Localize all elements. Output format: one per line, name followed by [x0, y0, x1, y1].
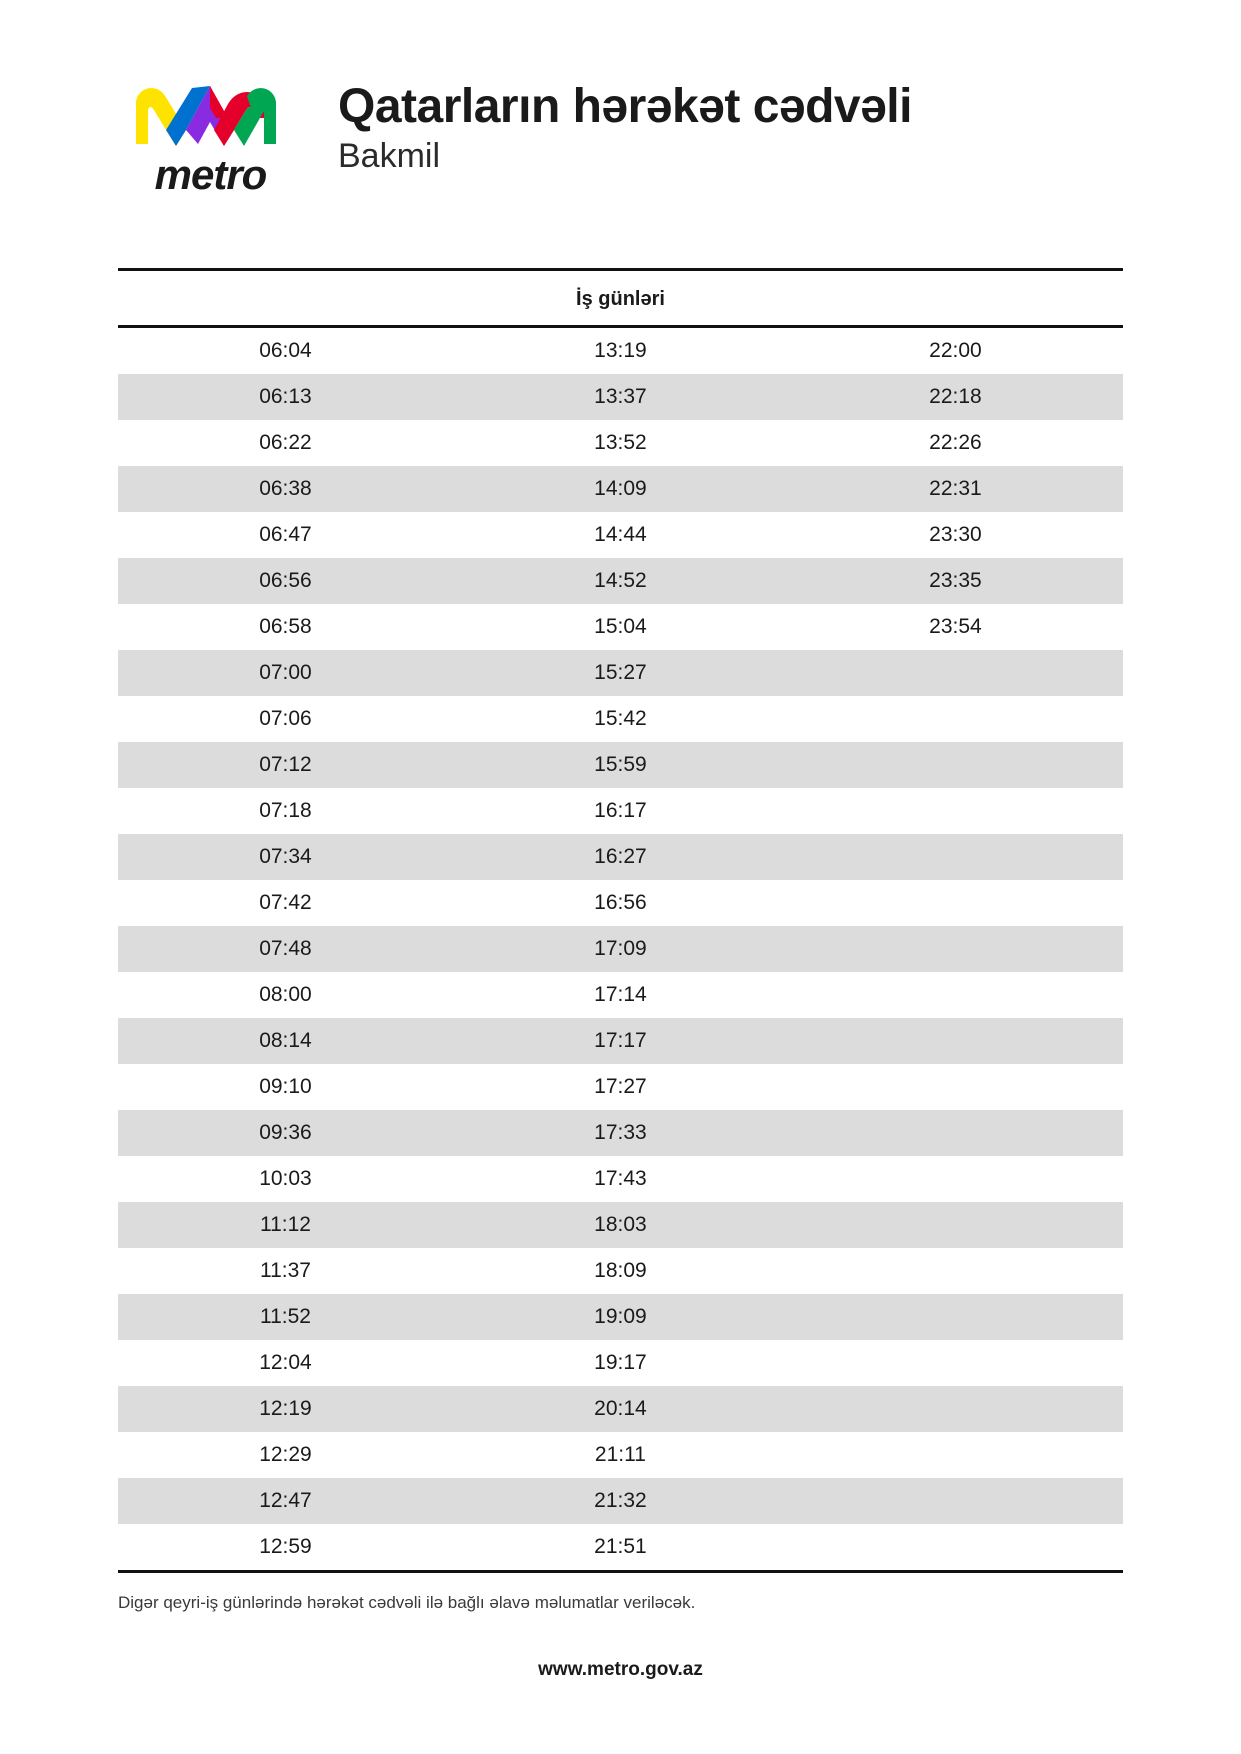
- departure-time-cell: 12:59: [259, 1535, 312, 1558]
- table-row: [118, 696, 1123, 742]
- departure-time-cell: 06:04: [259, 339, 312, 362]
- departure-time-cell: 06:22: [259, 431, 312, 454]
- table-row: [118, 420, 1123, 466]
- table-row: [118, 1156, 1123, 1202]
- departure-time-cell: [788, 834, 1123, 880]
- table-row: [118, 466, 1123, 512]
- metro-logo: [118, 78, 303, 196]
- departure-time-cell: 17:14: [594, 983, 647, 1006]
- departure-time-cell: [788, 1202, 1123, 1248]
- table-row: [118, 1294, 1123, 1340]
- departure-time-cell: 18:03: [453, 1202, 788, 1248]
- metro-wordmark: metro: [154, 151, 267, 198]
- page-title: Qatarların hərəkət cədvəli: [338, 80, 912, 133]
- table-row: [118, 834, 1123, 880]
- departure-time-cell: 17:27: [594, 1075, 647, 1098]
- table-row: [118, 1064, 1123, 1110]
- departure-time-cell: [788, 696, 1123, 742]
- departure-time-cell: 06:47: [259, 523, 312, 546]
- departure-time-cell: 20:14: [453, 1386, 788, 1432]
- departure-time-cell: 16:17: [594, 799, 647, 822]
- departure-time-cell: 10:03: [259, 1167, 312, 1190]
- departure-time-cell: 12:29: [259, 1443, 312, 1466]
- table-row: [118, 1478, 1123, 1524]
- departure-time-cell: 06:38: [118, 466, 453, 512]
- departure-time-cell: 13:52: [594, 431, 647, 454]
- table-row: [118, 926, 1123, 972]
- departure-time-cell: [788, 972, 1123, 1018]
- departure-time-cell: 14:52: [453, 558, 788, 604]
- departure-time-cell: 19:09: [453, 1294, 788, 1340]
- departure-time-cell: 15:04: [594, 615, 647, 638]
- website-link[interactable]: www.metro.gov.az: [538, 1659, 703, 1680]
- departure-time-cell: 16:27: [453, 834, 788, 880]
- departure-time-cell: [788, 788, 1123, 834]
- table-row: [118, 742, 1123, 788]
- table-row: [118, 1018, 1123, 1064]
- departure-time-cell: 23:30: [929, 523, 982, 546]
- departure-time-cell: 06:56: [118, 558, 453, 604]
- table-bottom-rule: [118, 1570, 1123, 1573]
- metro-m-logo-icon: [128, 78, 293, 150]
- schedule-section-header: İş günləri: [118, 271, 1123, 328]
- departure-time-cell: 21:51: [594, 1535, 647, 1558]
- departure-time-cell: 11:37: [259, 1259, 311, 1282]
- departure-time-cell: [788, 1110, 1123, 1156]
- departure-time-cell: 18:09: [594, 1259, 647, 1282]
- departure-time-cell: 22:31: [788, 466, 1123, 512]
- departure-time-cell: 21:32: [453, 1478, 788, 1524]
- departure-time-cell: [788, 1524, 1123, 1570]
- departure-time-cell: 07:06: [259, 707, 312, 730]
- table-row: [118, 1110, 1123, 1156]
- departure-time-cell: 06:13: [118, 374, 453, 420]
- departure-time-cell: 06:58: [259, 615, 312, 638]
- departure-time-cell: 17:33: [453, 1110, 788, 1156]
- departure-time-cell: 19:17: [594, 1351, 647, 1374]
- departure-time-cell: [788, 1386, 1123, 1432]
- departure-time-cell: 13:37: [453, 374, 788, 420]
- departure-time-cell: [788, 880, 1123, 926]
- table-row: [118, 880, 1123, 926]
- departure-time-cell: 22:26: [929, 431, 982, 454]
- departure-time-cell: 23:54: [929, 615, 982, 638]
- departure-time-cell: 14:44: [594, 523, 647, 546]
- departure-time-cell: 13:19: [594, 339, 647, 362]
- departure-time-cell: 23:35: [788, 558, 1123, 604]
- departure-time-cell: 08:14: [118, 1018, 453, 1064]
- departure-time-cell: [788, 1156, 1123, 1202]
- departure-time-cell: 16:56: [594, 891, 647, 914]
- departure-time-cell: [788, 1064, 1123, 1110]
- departure-time-cell: [788, 1340, 1123, 1386]
- schedule-table-wrapper: [118, 268, 1123, 1573]
- departure-time-cell: 14:09: [453, 466, 788, 512]
- departure-time-cell: 12:04: [259, 1351, 312, 1374]
- table-row: [118, 374, 1123, 420]
- departure-time-cell: 22:00: [929, 339, 982, 362]
- table-row: [118, 1340, 1123, 1386]
- table-row: [118, 788, 1123, 834]
- table-row: [118, 972, 1123, 1018]
- departure-time-cell: 07:42: [259, 891, 312, 914]
- station-name: Bakmil: [338, 137, 441, 176]
- departure-time-cell: [788, 742, 1123, 788]
- title-block: [338, 78, 912, 176]
- departure-time-cell: 12:19: [118, 1386, 453, 1432]
- departure-time-cell: 22:18: [788, 374, 1123, 420]
- departure-time-cell: 07:48: [118, 926, 453, 972]
- departure-time-cell: [788, 1478, 1123, 1524]
- departure-time-cell: 07:00: [118, 650, 453, 696]
- departure-time-cell: 17:09: [453, 926, 788, 972]
- departure-time-cell: 11:12: [118, 1202, 453, 1248]
- table-row: [118, 650, 1123, 696]
- departure-time-cell: 21:11: [594, 1443, 646, 1466]
- departure-time-cell: 09:36: [118, 1110, 453, 1156]
- departure-time-cell: 07:12: [118, 742, 453, 788]
- table-row: [118, 1202, 1123, 1248]
- departure-time-cell: 07:18: [259, 799, 312, 822]
- departure-time-cell: [788, 1018, 1123, 1064]
- departure-time-cell: 12:47: [118, 1478, 453, 1524]
- departure-time-cell: [788, 1248, 1123, 1294]
- departure-time-cell: 15:42: [594, 707, 647, 730]
- table-row: [118, 1524, 1123, 1570]
- departure-time-cell: [788, 650, 1123, 696]
- footnote: Digər qeyri-iş günlərində hərəkət cədvəli ilə bağlı əlavə məlumatlar veriləcək.: [118, 1593, 696, 1612]
- departure-time-cell: 17:43: [594, 1167, 647, 1190]
- page-header: [0, 0, 1241, 196]
- table-row: [118, 512, 1123, 558]
- table-row: [118, 1386, 1123, 1432]
- departure-time-cell: 11:52: [118, 1294, 453, 1340]
- departure-time-cell: 15:27: [453, 650, 788, 696]
- departure-time-cell: 07:34: [118, 834, 453, 880]
- table-row: [118, 604, 1123, 650]
- departure-time-cell: 15:59: [453, 742, 788, 788]
- departure-time-cell: 17:17: [453, 1018, 788, 1064]
- departure-time-cell: [788, 1294, 1123, 1340]
- table-row: [118, 328, 1123, 374]
- table-row: [118, 1248, 1123, 1294]
- table-row: [118, 558, 1123, 604]
- table-row: [118, 1432, 1123, 1478]
- departure-time-cell: 08:00: [259, 983, 312, 1006]
- departure-time-cell: 09:10: [259, 1075, 312, 1098]
- schedule-table: [118, 328, 1123, 1570]
- departure-time-cell: [788, 1432, 1123, 1478]
- departure-time-cell: [788, 926, 1123, 972]
